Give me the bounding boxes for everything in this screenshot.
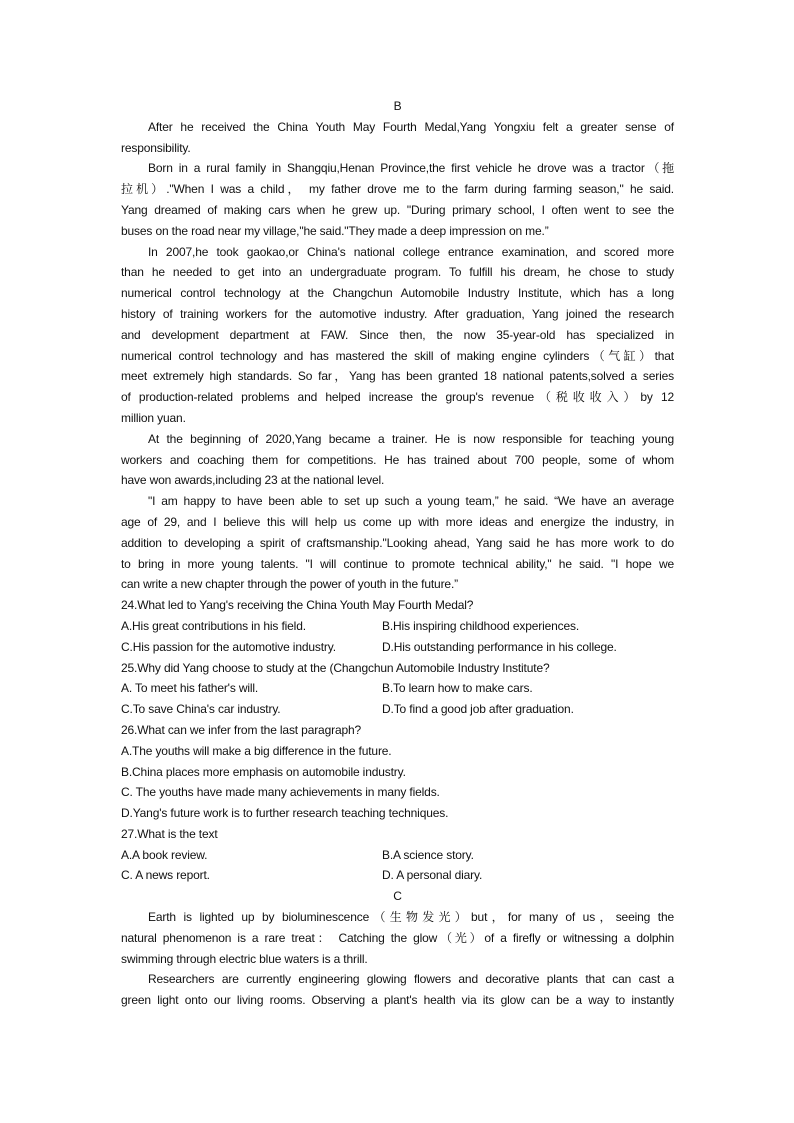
answer-option: D.Yang's future work is to further research teaching techniques.	[121, 806, 449, 821]
answer-option: C. The youths have made many achievements in many fields.	[121, 785, 440, 800]
paragraph-line: "I am happy to have been able to set up such a young team,” he said. “We have an average	[148, 494, 674, 509]
option-row	[121, 616, 674, 637]
paragraph-line: responsibility.	[121, 140, 191, 155]
paragraph-line: Earth is lighted up by bioluminescence（生物发光）but，for many of us，seeing the	[148, 910, 674, 925]
question-stem: 24.What led to Yang's receiving the China Youth May Fourth Medal?	[121, 598, 474, 613]
answer-option: B.His inspiring childhood experiences.	[382, 618, 580, 633]
paragraph-line: than he needed to get into an undergraduate program. To fulfill his dream, he chose to study	[121, 265, 674, 280]
answer-option: A.His great contributions in his field.	[121, 618, 306, 633]
answer-option: B.China places more emphasis on automobile industry.	[121, 764, 406, 779]
answer-option: B.To learn how to make cars.	[382, 681, 533, 696]
paragraph-line: workers and coaching them for competitions. He has trained about 700 people, some of whom	[121, 452, 674, 467]
option-row	[121, 678, 674, 699]
answer-option: A. To meet his father's will.	[121, 681, 259, 696]
paragraph-line: meet extremely high standards. So far，Yang has been granted 18 national patents,solved a series	[121, 369, 674, 384]
option-row	[121, 803, 674, 824]
paragraph-line: of production-related problems and helped increase the group's revenue（税收收入）by 12	[121, 390, 674, 405]
question-stem: 26.What can we infer from the last paragraph?	[121, 722, 362, 737]
answer-option: C.To save China's car industry.	[121, 702, 281, 717]
paragraph-line: can write a new chapter through the power of youth in the future.”	[121, 577, 458, 592]
paragraph-line: million yuan.	[121, 410, 186, 425]
paragraph-line: green light onto our living rooms. Observing a plant's health via its glow can be a way to instantly	[121, 993, 674, 1008]
answer-option: A.The youths will make a big difference in the future.	[121, 743, 392, 758]
answer-option: D.To find a good job after graduation.	[382, 702, 574, 717]
option-row	[121, 699, 674, 720]
option-row	[121, 865, 674, 886]
paragraph-line: Born in a rural family in Shangqiu,Henan Province,the first vehicle he drove was a tractor（拖	[148, 161, 674, 176]
option-row	[121, 762, 674, 783]
paragraph-line: natural phenomenon is a rare treat： Catching the glow（光）of a firefly or witnessing a dolphin	[121, 930, 674, 945]
answer-option: C.His passion for the automotive industry.	[121, 639, 336, 654]
paragraph-line: have won awards,including 23 at the national level.	[121, 473, 385, 488]
answer-option: D. A personal diary.	[382, 868, 483, 883]
answer-option: C. A news report.	[121, 868, 210, 883]
answer-option: D.His outstanding performance in his college.	[382, 639, 617, 654]
paragraph-line: buses on the road near my village,"he said."They made a deep impression on me.”	[121, 223, 549, 238]
paragraph-line: In 2007,he took gaokao,or China's national college entrance examination, and scored more	[148, 244, 674, 259]
paragraph-line: Researchers are currently engineering glowing flowers and decorative plants that can cast a	[148, 972, 674, 987]
option-row	[121, 782, 674, 803]
paragraph-line: 拉机）."When I was a child， my father drove me to the farm during farming season," he said.	[121, 182, 674, 197]
paragraph-line: numerical control technology at the Changchun Automobile Industry Institute, which has a long	[121, 286, 674, 301]
paragraph-line: age of 29, and I believe this will help us come up with more ideas and energize the industry, in	[121, 514, 674, 529]
section-heading: B	[393, 99, 402, 113]
paragraph-line: history of training workers for the automotive industry. After graduation, Yang joined the research	[121, 306, 674, 321]
paragraph-line: numerical control technology and has mastered the skill of making engine cylinders（气缸）that	[121, 348, 674, 363]
document-page	[121, 96, 674, 1011]
paragraph-line: and development department at FAW. Since then, the now 35-year-old has specialized in	[121, 327, 674, 342]
paragraph-line: to bring in more young talents. "I will continue to promote technical ability," he said. "I hope we	[121, 556, 674, 571]
paragraph-line: After he received the China Youth May Fourth Medal,Yang Yongxiu felt a greater sense of	[148, 119, 674, 134]
paragraph-line: addition to developing a spirit of craftsmanship."Looking ahead, Yang said he has more work to do	[121, 535, 674, 550]
option-row	[121, 741, 674, 762]
section-heading: C	[393, 889, 402, 904]
question-stem: 27.What is the text	[121, 826, 218, 841]
answer-option: B.A science story.	[382, 847, 474, 862]
paragraph-line: swimming through electric blue waters is a thrill.	[121, 951, 368, 966]
answer-option: A.A book review.	[121, 847, 208, 862]
option-row	[121, 845, 674, 866]
option-row	[121, 637, 674, 658]
paragraph-line: At the beginning of 2020,Yang became a trainer. He is now responsible for teaching young	[148, 431, 674, 446]
paragraph-line: Yang dreamed of making cars when he grew up. "During primary school, I often went to see the	[121, 202, 674, 217]
question-stem: 25.Why did Yang choose to study at the (Changchun Automobile Industry Institute?	[121, 660, 550, 675]
